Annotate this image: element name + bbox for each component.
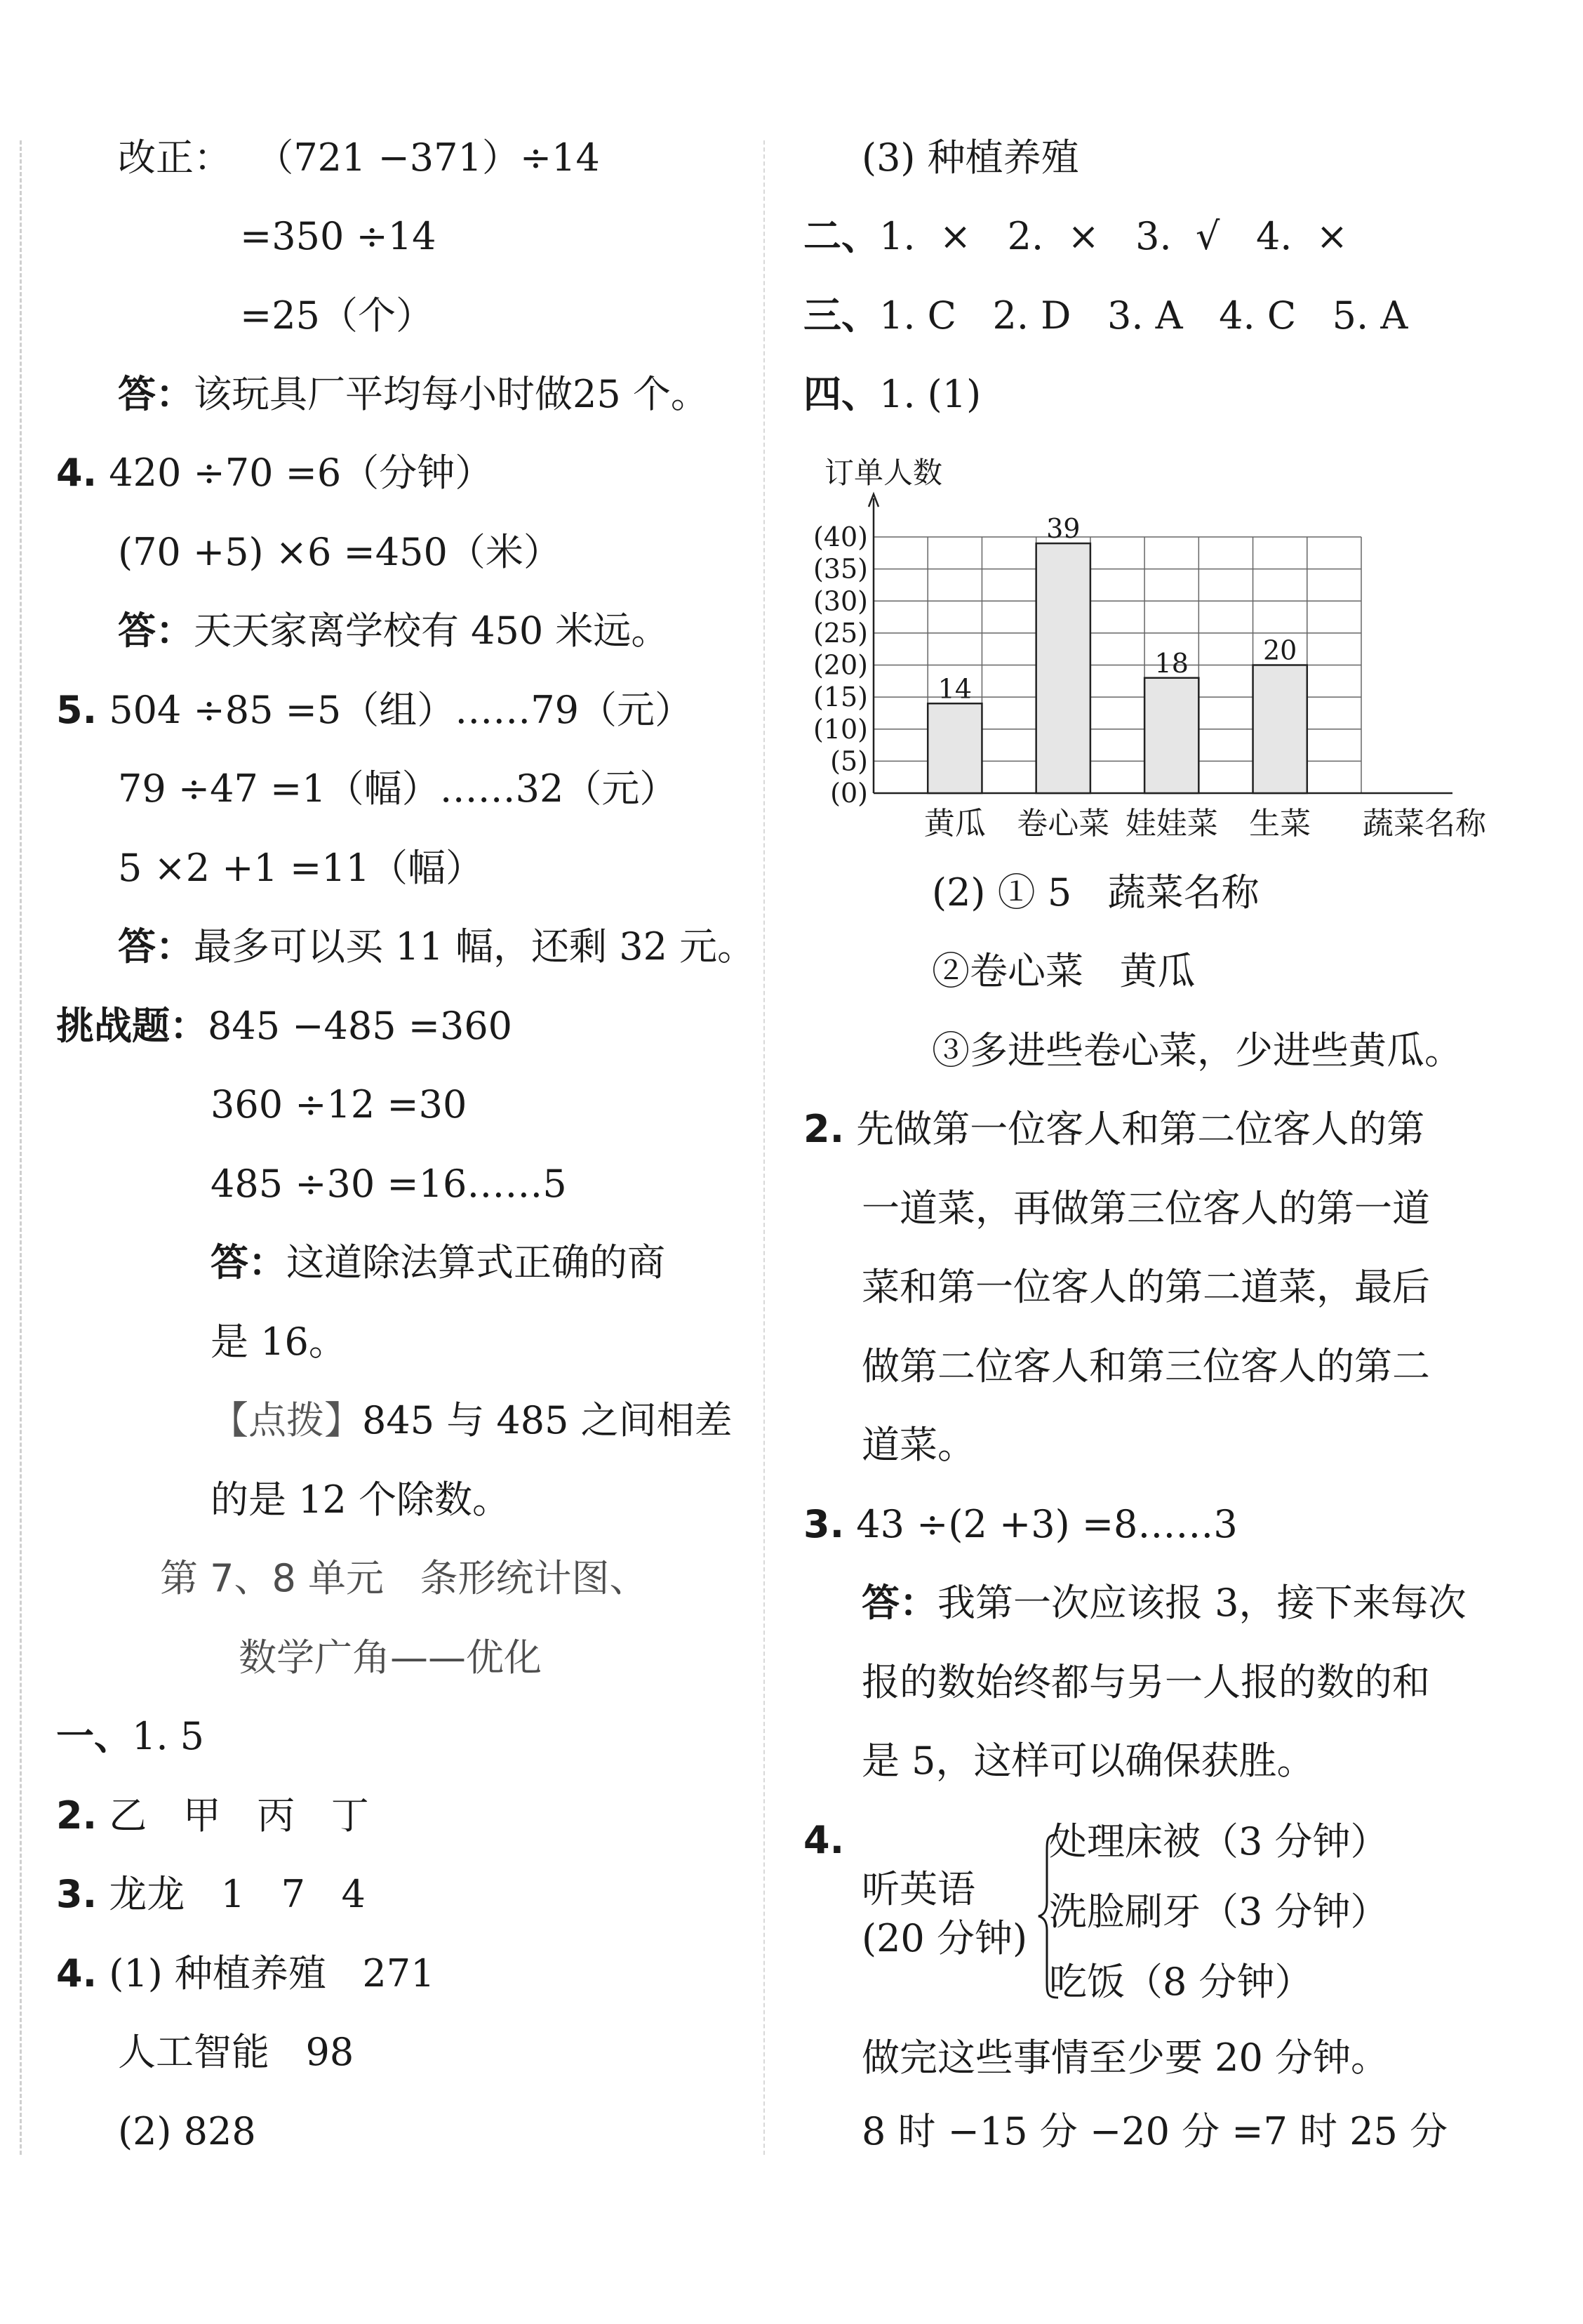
left-line-18: 的是 12 个除数。 <box>211 1478 511 1522</box>
y-tick-label: (5) <box>830 745 868 777</box>
y-tick-label: (35) <box>813 553 868 585</box>
x-tick-label: 娃娃菜 <box>1125 806 1218 842</box>
x-tick-label: 卷心菜 <box>1017 806 1110 842</box>
bar-value-label: 20 <box>1262 635 1297 666</box>
left-line-3: =25（个） <box>240 293 434 338</box>
left-line-13: 360 ÷12 =30 <box>211 1082 467 1127</box>
right-line-1: (3) 种植养殖 <box>862 135 1079 180</box>
right-line-2: 二、1. × 2. × 3. √ 4. × <box>803 214 1349 258</box>
left-line-17: 【点拨】845 与 485 之间相差 <box>211 1398 733 1442</box>
bar-value-label: 39 <box>1046 513 1081 545</box>
right-line-8: 2. 先做第一位客人和第二位客人的第 <box>803 1107 1425 1151</box>
left-line-1: 改正： （721 −371）÷14 <box>118 135 600 180</box>
left-line-11: 答：最多可以买 11 幅，还剩 32 元。 <box>118 924 756 969</box>
task-sub-1: 处理床被（3 分钟） <box>1049 1819 1389 1864</box>
left-line-14: 485 ÷30 =16……5 <box>211 1162 567 1206</box>
right-line-6: ②卷心菜 黄瓜 <box>932 949 1196 993</box>
right-line-12: 道菜。 <box>862 1423 975 1467</box>
y-tick-label: (10) <box>813 713 868 745</box>
right-line-7: ③多进些卷心菜，少进些黄瓜。 <box>932 1028 1462 1073</box>
bar <box>1036 543 1090 793</box>
left-line-7: 答：天天家离学校有 450 米远。 <box>118 609 669 653</box>
left-line-15: 答：这道除法算式正确的商 <box>211 1240 665 1284</box>
right-line-24: 8 时 −15 分 −20 分 =7 时 25 分 <box>862 2109 1448 2153</box>
right-line-10: 菜和第一位客人的第二道菜，最后 <box>862 1265 1430 1309</box>
right-line-23: 做完这些事情至少要 20 分钟。 <box>862 2036 1389 2080</box>
bar-value-label: 14 <box>937 673 973 705</box>
margin-line <box>20 140 22 2155</box>
left-line-24: 4. (1) 种植养殖 271 <box>56 1951 435 1996</box>
task-main-1: 听英语 <box>862 1867 975 1911</box>
bar-chart <box>807 449 1509 849</box>
right-line-5: (2) ① 5 蔬菜名称 <box>932 870 1260 915</box>
left-line-6: (70 +5) ×6 =450（米） <box>118 530 561 574</box>
task-sub-3: 吃饭（8 分钟） <box>1049 1960 1313 2004</box>
left-line-2: =350 ÷14 <box>240 214 436 258</box>
y-tick-label: (20) <box>813 649 868 681</box>
right-line-4: 四、1. (1) <box>803 372 982 416</box>
left-line-25: 人工智能 98 <box>118 2030 354 2074</box>
y-tick-label: (30) <box>813 585 868 617</box>
left-line-12: 挑战题：845 −485 =360 <box>56 1004 513 1048</box>
bar <box>1144 678 1198 793</box>
bar-value-label: 18 <box>1154 647 1189 679</box>
right-line-13: 3. 43 ÷(2 +3) =8……3 <box>803 1502 1238 1546</box>
bar <box>928 703 982 793</box>
left-line-5: 4. 420 ÷70 =6（分钟） <box>56 451 493 495</box>
left-line-26: (2) 828 <box>118 2109 256 2153</box>
section-title-1: 第 7、8 单元 条形统计图、 <box>160 1556 648 1600</box>
y-tick-label: (25) <box>813 617 868 649</box>
y-tick-label: (40) <box>813 522 868 552</box>
left-line-8: 5. 504 ÷85 =5（组）……79（元） <box>56 688 693 732</box>
left-line-9: 79 ÷47 =1（幅）……32（元） <box>118 766 678 811</box>
y-axis-label: 订单人数 <box>824 456 943 490</box>
right-line-15: 报的数始终都与另一人报的数的和 <box>862 1660 1430 1704</box>
right-line-9: 一道菜，再做第三位客人的第一道 <box>862 1186 1430 1230</box>
y-tick-label: (15) <box>813 682 868 713</box>
column-divider <box>763 140 765 2155</box>
right-line-16: 是 5，这样可以确保获胜。 <box>862 1739 1315 1783</box>
task-sub-2: 洗脸刷牙（3 分钟） <box>1049 1890 1389 1934</box>
left-line-16: 是 16。 <box>211 1320 347 1364</box>
x-tick-label: 黄瓜 <box>923 806 986 842</box>
right-line-11: 做第二位客人和第三位客人的第二 <box>862 1344 1430 1388</box>
left-line-10: 5 ×2 +1 =11（幅） <box>118 846 484 890</box>
right-line-17: 4. <box>803 1818 845 1862</box>
x-tick-label: 生菜 <box>1249 806 1311 842</box>
right-line-3: 三、1. C 2. D 3. A 4. C 5. A <box>803 293 1408 338</box>
left-line-23: 3. 龙龙 1 7 4 <box>56 1872 366 1916</box>
bar <box>1253 665 1307 794</box>
left-line-22: 2. 乙 甲 丙 丁 <box>56 1793 369 1838</box>
task-main-2: (20 分钟) <box>862 1916 1028 1960</box>
x-axis-label: 蔬菜名称 <box>1363 806 1486 842</box>
y-tick-label: (0) <box>830 778 868 809</box>
right-line-14: 答：我第一次应该报 3，接下来每次 <box>862 1581 1467 1625</box>
section-title-2: 数学广角——优化 <box>239 1635 542 1680</box>
left-line-21: 一、1. 5 <box>56 1714 205 1758</box>
left-line-4: 答：该玩具厂平均每小时做25 个。 <box>118 372 709 416</box>
